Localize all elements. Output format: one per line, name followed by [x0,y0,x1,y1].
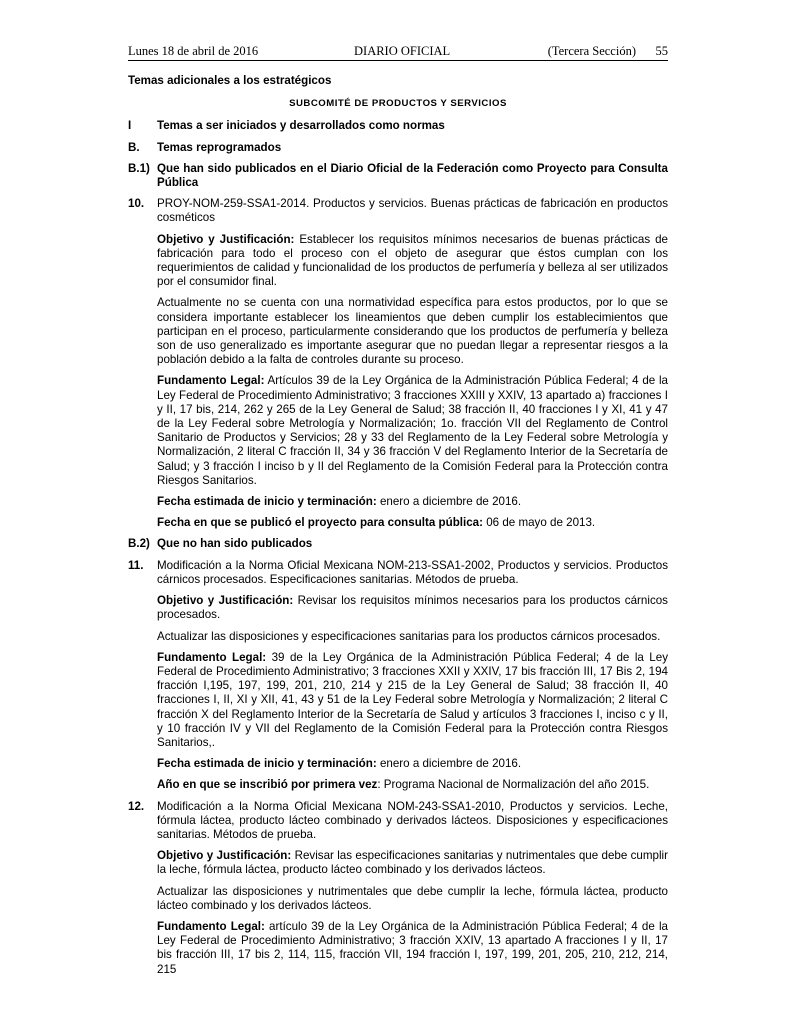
section-heading [128,537,668,551]
objective-paragraph [157,594,668,622]
publication-label: Fecha en que se publicó el proyecto para consulta pública: [157,516,483,530]
item-number: 11. [128,558,144,572]
section-title: Temas a ser iniciados y desarrollados como normas [157,119,445,133]
objective-label: Objetivo y Justificación: [157,594,294,608]
registration-label: Año en que se inscribió por primera vez [157,778,378,792]
legal-paragraph [157,920,668,977]
header-rule [128,60,668,61]
header-page-number: 55 [655,44,668,58]
objective-text: Revisar los requisitos mínimos necesarios para los productos cárnicos procesados. [157,594,668,622]
topic-title: Temas adicionales a los estratégicos [128,74,332,87]
item-title [128,559,668,587]
date-label: Fecha estimada de inicio y terminación: [157,757,377,771]
date-paragraph [157,495,668,509]
registration-paragraph [157,778,668,792]
date-label: Fecha estimada de inicio y terminación: [157,495,377,509]
date-paragraph [157,757,668,771]
item-number: 12. [128,799,145,813]
legal-paragraph [157,651,668,750]
document-body [128,74,668,984]
date-text: enero a diciembre de 2016. [376,757,522,771]
legal-label: Fundamento Legal: [157,919,265,933]
legal-label: Fundamento Legal: [157,374,265,388]
objective-text: Establecer los requisitos mínimos necesarios de buenas prácticas de fabricación para todo el proceso con el objeto de asegurar que éstos cumplan con los requerimientos de calidad y funcionalidad de los productos de perfumería y belleza al ser utilizados por el consumidor final. [157,232,668,289]
legal-text: artículo 39 de la Ley Orgánica de la Administración Pública Federal; 4 de la Ley Federal de Procedimiento Administrativo; 3 fracción XXIV, 13 apartado A fracciones I y II, 17 bis fracción III, 17 bis 2, 114, 115, fracción VII, 194 fracción I, 197, 199, 201, 205, 210, 212, 214, 215 [157,919,669,976]
item-number: 10. [128,197,145,211]
item-title-text: Modificación a la Norma Oficial Mexicana NOM-243-SSA1-2010, Productos y servicios. Leche, fórmula láctea, producto lácteo combinado y derivados lácteos. Disposiciones y especificaciones sanitarias. Métodos de prueba. [157,799,668,841]
section-heading [128,162,668,190]
page-header [128,44,668,60]
section-title: Temas reprogramados [157,140,282,154]
section-title: Que han sido publicados en el Diario Oficial de la Federación como Proyecto para Consulta Pública [157,161,668,190]
section-number: B. [128,140,140,154]
legal-text: Artículos 39 de la Ley Orgánica de la Administración Pública Federal; 4 de la Ley Federal de Procedimiento Administrativo; 3 fracciones XXIII y XXIV, 13 apartado a) fracciones I y II, 17 bis, 214, 262 y 265 de la Ley General de Salud; 38 fracción II, 40 fracciones I y XI, 41 y 47 de la Ley Federal sobre Metrología y Normalización; 1o. fracción VII del Reglamento de Control Sanitario de Productos y Servicios; 28 y 33 del Reglamento de la Ley Federal sobre Metrología y Normalización, 2 literal C fracción II, 34 y 36 fracción V del Reglamento Interior de la Secretaría de Salud; y 3 fracción I inciso b y II del Reglamento de la Comisión Federal para la Protección contra Riesgos Sanitarios. [157,374,668,487]
registration-text: : Programa Nacional de Normalización del año 2015. [377,778,650,792]
item-title [128,197,668,225]
section-number: B.1) [128,161,150,175]
item-title-text: Modificación a la Norma Oficial Mexicana NOM-213-SSA1-2002, Productos y servicios. Productos cárnicos procesados. Especificaciones sanitarias. Métodos de prueba. [157,558,668,586]
item-title-text: PROY-NOM-259-SSA1-2014. Productos y servicios. Buenas prácticas de fabricación en productos cosméticos [157,197,668,225]
header-section: (Tercera Sección) [547,44,636,58]
objective-paragraph [157,233,668,290]
objective-paragraph [157,849,668,877]
objective-text: Revisar las especificaciones sanitarias y nutrimentales que debe cumplir la leche, fórmula láctea, producto lácteo combinado y los derivados lácteos. [157,849,668,877]
body-paragraph: Actualizar las disposiciones y especificaciones sanitarias para los productos cárnicos procesados. [157,629,661,643]
subcommittee-title: SUBCOMITÉ DE PRODUCTOS Y SERVICIOS [289,98,507,110]
section-number: B.2) [128,537,150,551]
section-title: Que no han sido publicados [157,537,313,551]
header-publication: DIARIO OFICIAL [354,44,451,58]
body-paragraph: Actualmente no se cuenta con una normatividad específica para estos productos, por lo que se considera importante establecer los lineamientos que deben cumplir los establecimientos que participan en el proceso, particularmente considerando que los productos de perfumería y belleza son de uso generalizado es importante asegurar que no puedan llegar a representar riesgos a la población debido a la falta de controles durante su proceso. [157,296,668,367]
publication-text: 06 de mayo de 2013. [483,516,596,530]
body-paragraph: Actualizar las disposiciones y nutrimentales que debe cumplir la leche, fórmula láctea, producto lácteo combinado y los derivados lácteos. [157,884,668,912]
legal-label: Fundamento Legal: [157,650,267,664]
section-heading [128,119,668,133]
item-title [128,800,668,843]
objective-label: Objetivo y Justificación: [157,232,295,246]
legal-paragraph [157,374,668,488]
publication-paragraph [157,516,668,530]
legal-text: 39 de la Ley Orgánica de la Administración Pública Federal; 4 de la Ley Federal de Procedimiento Administrativo; 3 fracciones XXII y XXIV, 17 bis fracción III, 17 Bis 2, 194 fracción I,195, 197, 199, 201, 210, 214 y 215 de la Ley General de Salud; 38 fracción II, 40 fracciones I, II, XI y XII, 41, 43 y 51 de la Ley Federal sobre Metrología y Normalización; 2 literal C fracción X del Reglamento Interior de la Secretaría de Salud y artículos 3 fracciones I, inciso c y II, y 10 fracción IV y VII del Reglamento de la Comisión Federal para la Protección contra Riesgos Sanitarios,. [157,650,668,749]
objective-label: Objetivo y Justificación: [157,849,292,863]
date-text: enero a diciembre de 2016. [376,495,522,509]
header-date: Lunes 18 de abril de 2016 [128,44,259,58]
section-number: I [128,119,132,133]
section-heading [128,141,668,155]
